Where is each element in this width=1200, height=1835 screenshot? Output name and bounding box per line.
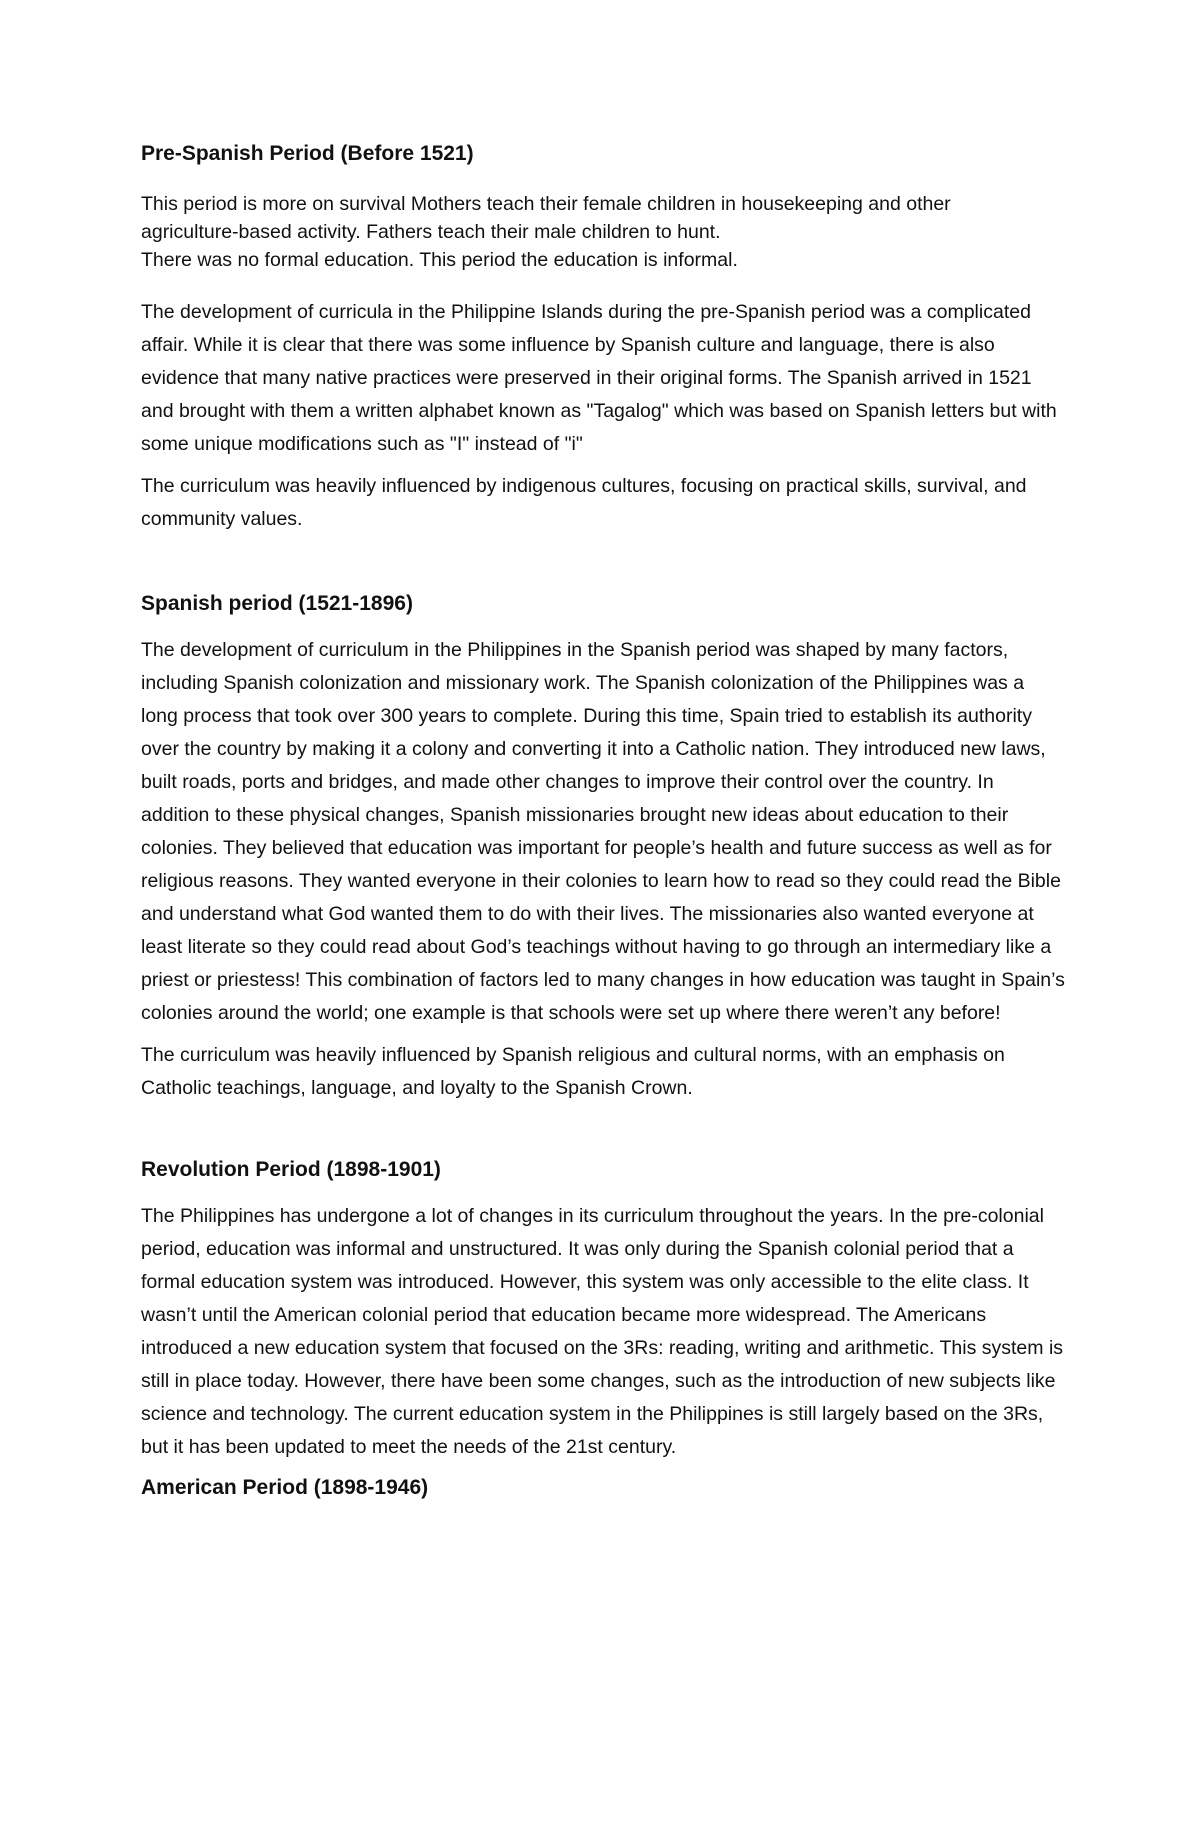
- section-heading-revolution: Revolution Period (1898-1901): [141, 1158, 441, 1181]
- section-heading-pre-spanish: Pre-Spanish Period (Before 1521): [141, 142, 474, 165]
- paragraph-pre-spanish-summary: The curriculum was heavily influenced by indigenous cultures, focusing on practical skills, survival, and community values.: [141, 475, 1027, 530]
- paragraph-spanish-development: The development of curriculum in the Philippines in the Spanish period was shaped by many factors, including Spanish colonization and missionary work. The Spanish colonization of the Philippines was a long process that took over 300 years to complete. During this time, Spain tried to establish its authority over the country by making it a colony and converting it into a Catholic nation. They introduced new laws, built roads, ports and bridges, and made other changes to improve their control over the country. In addition to these physical changes, Spanish missionaries brought new ideas about education to their colonies. They believed that education was important for people’s health and future success as well as for religious reasons. They wanted everyone in their colonies to learn how to read so they could read the Bible and understand what God wanted them to do with their lives. The missionaries also wanted everyone at least literate so they could read about God’s teachings without having to go through an intermediary like a priest or priestess! This combination of factors led to many changes in how education was taught in Spain’s colonies around the world; one example is that schools were set up where there weren’t any before!: [141, 639, 1065, 1024]
- section-heading-spanish: Spanish period (1521-1896): [141, 592, 413, 615]
- paragraph-spanish-summary: The curriculum was heavily influenced by Spanish religious and cultural norms, with an emphasis on Catholic teachings, language, and loyalty to the Spanish Crown.: [141, 1044, 1005, 1099]
- paragraph-line: There was no formal education. This period the education is informal.: [141, 249, 738, 271]
- paragraph-line: This period is more on survival Mothers teach their female children in housekeeping and other: [141, 193, 951, 215]
- paragraph-revolution-changes: The Philippines has undergone a lot of changes in its curriculum throughout the years. In the pre-colonial period, education was informal and unstructured. It was only during the Spanish colonial period that a formal education system was introduced. However, this system was only accessible to the elite class. It wasn’t until the American colonial period that education became more widespread. The Americans introduced a new education system that focused on the 3Rs: reading, writing and arithmetic. This system is still in place today. However, there have been some changes, such as the introduction of new subjects like science and technology. The current education system in the Philippines is still largely based on the 3Rs, but it has been updated to meet the needs of the 21st century.: [141, 1205, 1064, 1458]
- paragraph-pre-spanish-curricula: The development of curricula in the Philippine Islands during the pre-Spanish period was a complicated affair. While it is clear that there was some influence by Spanish culture and language, there is also evidence that many native practices were preserved in their original forms. The Spanish arrived in 1521 and brought with them a written alphabet known as "Tagalog" which was based on Spanish letters but with some unique modifications such as "I" instead of "i": [141, 301, 1057, 455]
- section-heading-american: American Period (1898-1946): [141, 1476, 429, 1499]
- document-body: [141, 140, 1066, 1502]
- paragraph-pre-spanish-intro: [141, 190, 1066, 274]
- paragraph-line: agriculture-based activity. Fathers teach their male children to hunt.: [141, 221, 721, 243]
